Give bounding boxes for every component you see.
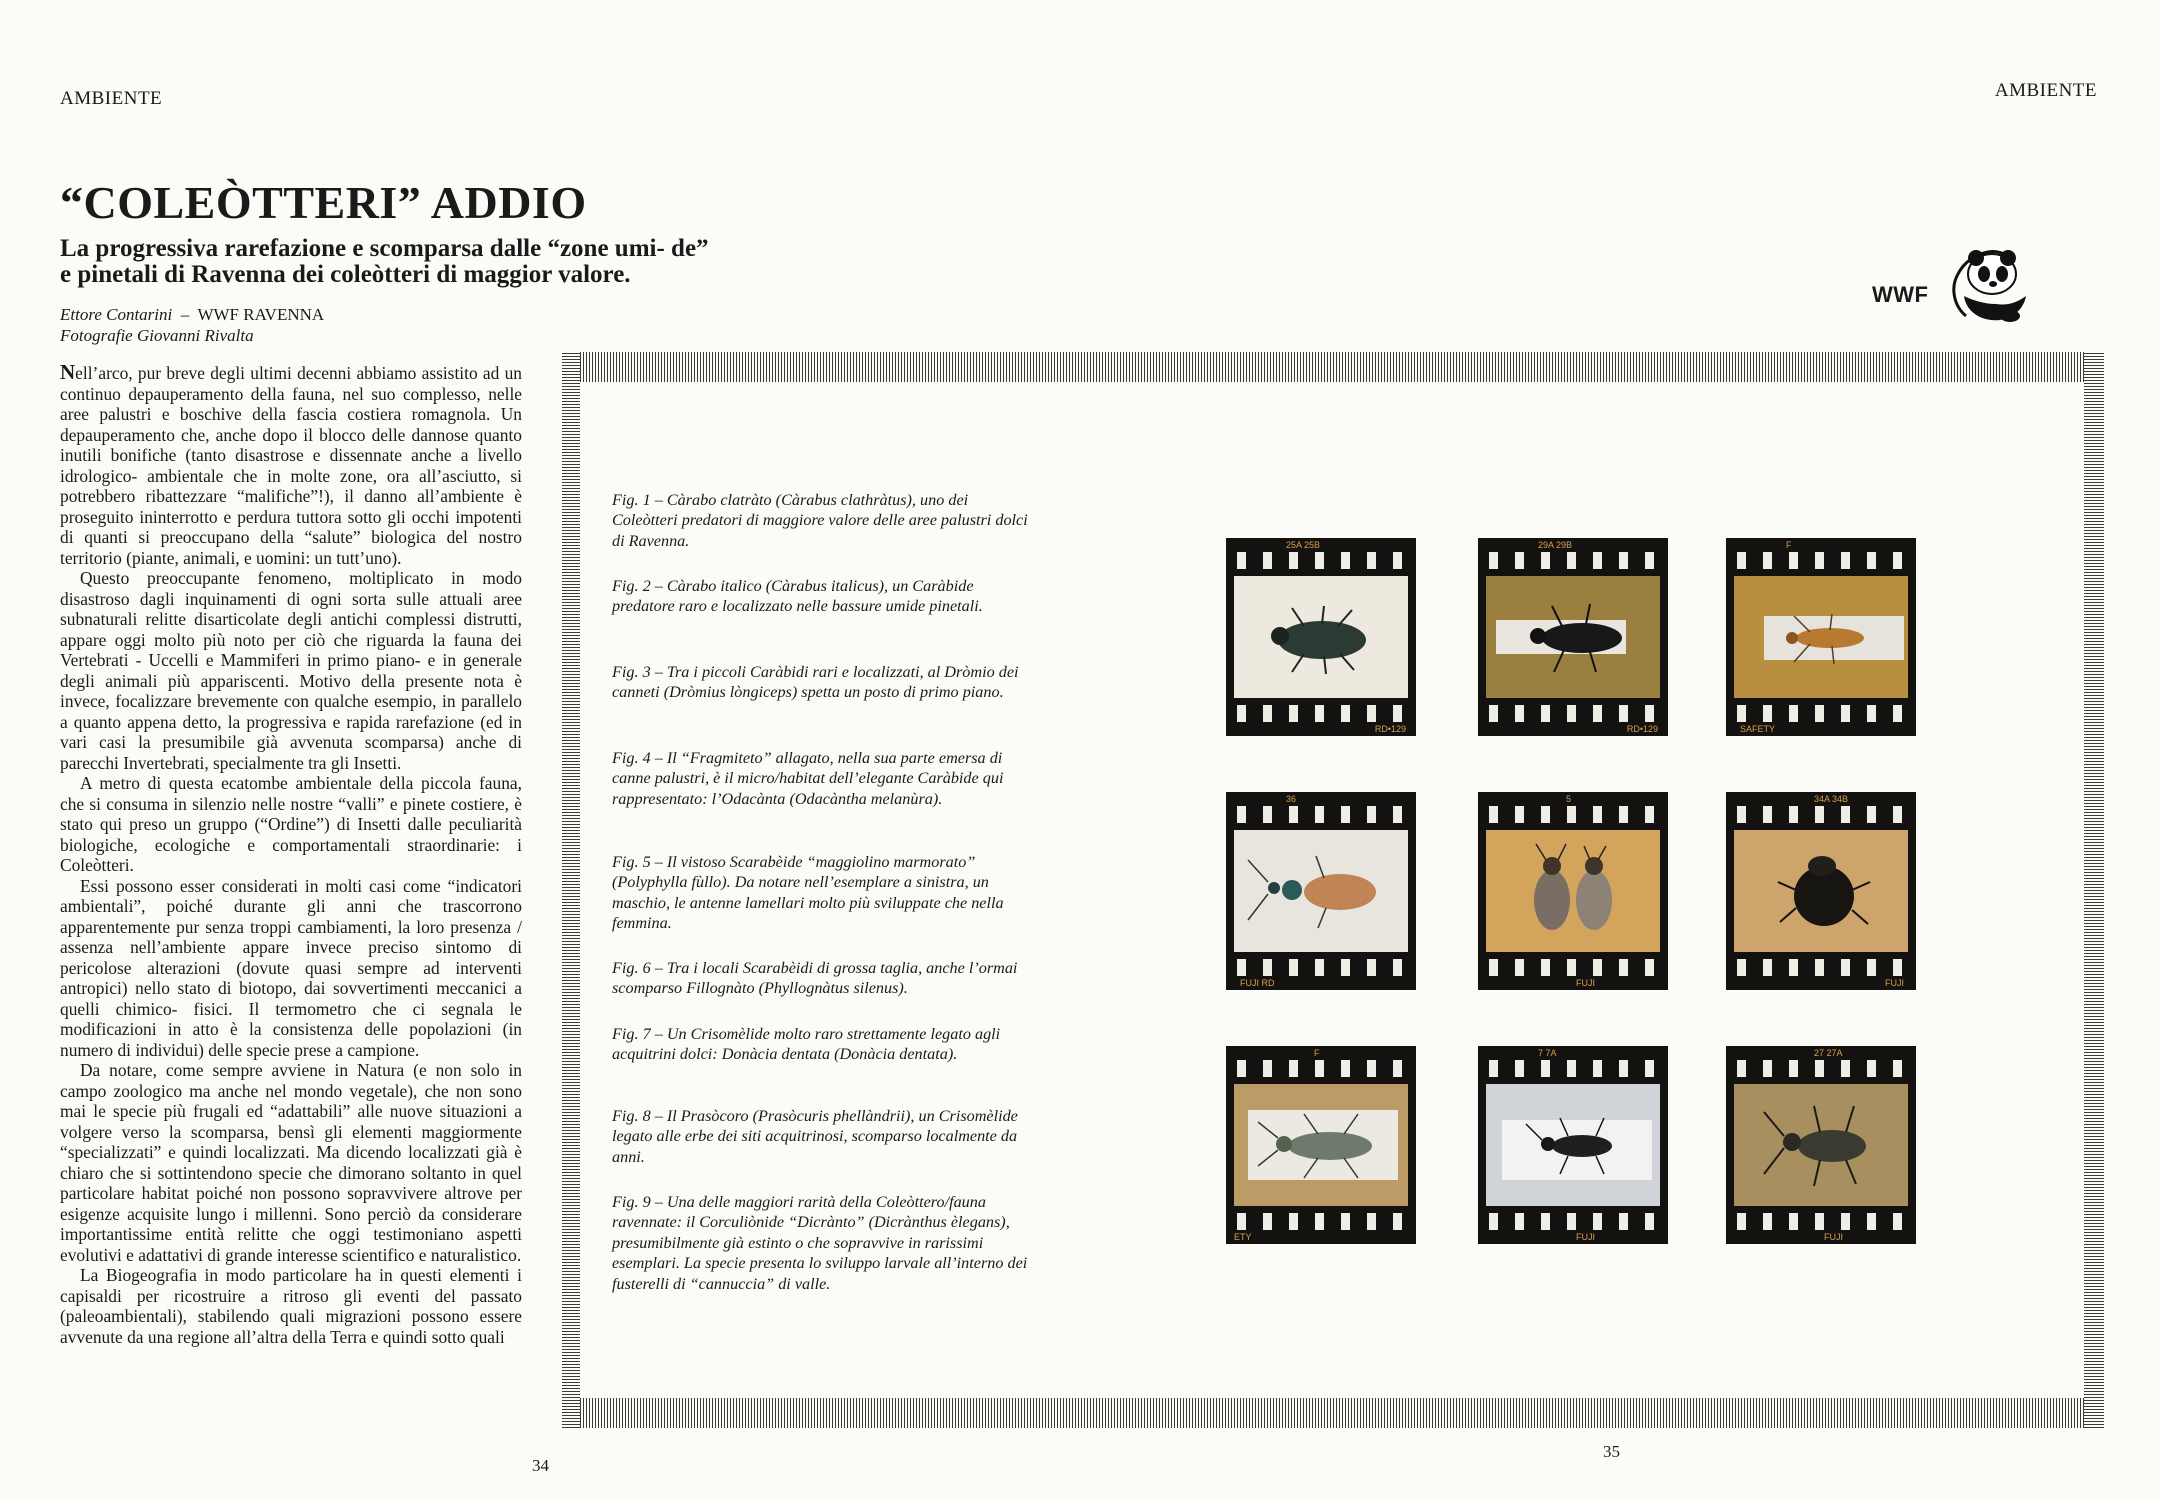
beetle-photo <box>1486 1084 1660 1206</box>
film-edge-mark: SAFETY <box>1740 724 1776 734</box>
dropcap: N <box>60 360 76 384</box>
film-frame-fig-7 <box>1226 1046 1416 1244</box>
film-frame-fig-8 <box>1478 1046 1668 1244</box>
film-sprockets <box>1484 705 1662 722</box>
author: Ettore Contarini <box>60 305 173 324</box>
beetle-photo <box>1486 576 1660 698</box>
beetle-photo <box>1734 830 1908 952</box>
section-label-left: AMBIENTE <box>60 88 163 109</box>
film-edge-mark: ETY <box>1234 1232 1252 1242</box>
caption-fig-7: Fig. 7 – Un Crisomèlide molto raro strettamente legato agli acquitrini dolci: Donàcia dentata (Donàcia dentata). <box>612 1025 1001 1064</box>
film-frame-fig-2 <box>1478 538 1668 736</box>
film-sprockets <box>1232 959 1410 976</box>
beetle-photo <box>1734 1084 1908 1206</box>
beetle-photo <box>1486 830 1660 952</box>
page-number-left: 34 <box>532 1456 549 1475</box>
film-edge-mark: RD•129 <box>1374 724 1406 734</box>
caption-fig-8: Fig. 8 – Il Prasòcoro (Prasòcuris phellàndrii), un Crisomèlide legato alle erbe dei siti acquitrinosi, scomparso localmente da anni. <box>612 1107 1018 1166</box>
panda-icon <box>1936 236 2036 326</box>
beetle-photo <box>1234 830 1408 952</box>
film-edge-mark: 36 <box>1286 794 1297 804</box>
film-sprockets <box>1732 806 1910 823</box>
film-frame-fig-4 <box>1226 792 1416 990</box>
film-frame-fig-3 <box>1726 538 1916 736</box>
film-edge-mark: 7 7A <box>1538 1048 1557 1058</box>
article-title: “COLEÒTTERI” ADDIO <box>60 177 587 228</box>
film-sprockets <box>1232 1060 1410 1077</box>
caption-fig-2: Fig. 2 – Càrabo italico (Càrabus italicus), un Caràbide predatore raro e localizzato nelle bassure umide pinetali. <box>612 577 983 616</box>
film-sprockets <box>1732 1060 1910 1077</box>
film-edge-mark: 25A 25B <box>1286 540 1321 550</box>
beetle-photo <box>1734 576 1908 698</box>
caption-fig-9: Fig. 9 – Una delle maggiori rarità della Coleòttero/fauna ravennate: il Corculiònide “Dicrànto” (Dicrànthus èlegans), presumibilmente già estinto o che sopravvive in rarissimi esemplari. La specie presenta lo sviluppo larvale all’interno dei fusterelli di “cannuccia” di valle. <box>612 1193 1028 1293</box>
film-edge-mark: 29A 29B <box>1538 540 1573 550</box>
photo-credit: Fotografie Giovanni Rivalta <box>60 326 254 345</box>
film-sprockets <box>1732 705 1910 722</box>
film-sprockets <box>1732 959 1910 976</box>
article-body <box>60 362 522 1347</box>
frame-border-right <box>2084 352 2104 1428</box>
film-edge-mark: FUJI <box>1885 978 1904 988</box>
page-number-right: 35 <box>1603 1442 1620 1461</box>
film-edge-mark: F <box>1786 540 1792 550</box>
film-frame-fig-9 <box>1726 1046 1916 1244</box>
film-edge-mark: F <box>1314 1048 1320 1058</box>
article-subtitle: La progressiva rarefazione e scomparsa dalle “zone umi- de” e pinetali di Ravenna dei coleòtteri di maggior valore. <box>60 235 709 288</box>
film-sprockets <box>1484 959 1662 976</box>
caption-fig-6: Fig. 6 – Tra i locali Scarabèidi di grossa taglia, anche l’ormai scomparso Fillognàto (Phyllognàtus silenus). <box>612 959 1018 998</box>
wwf-logo-text: WWF <box>1872 282 1929 307</box>
film-edge-mark: 34A 34B <box>1814 794 1849 804</box>
paragraph-text: ell’arco, pur breve degli ultimi decenni abbiamo assistito ad un continuo depauperamento della fauna, nel suo complesso, nelle aree palustri e boschive della fascia costiera romagnola. Un depauperamento che, anche dopo il blocco delle dannose quanto inutili bonifiche (tanto disastrose e dissennate anche a livello idrologico- ambientale che in molte zone, ora all’asciutto, si potrebbero ribattezzare “malifiche”!), il danno all’ambiente è proseguito ininterrotto e perdura tuttora sotto gli occhi impotenti di quanti si preoccupano della “salute” biologica del nostro territorio (piante, animali, e uomini: un tutt’uno). <box>60 363 522 568</box>
frame-border-left <box>562 352 580 1428</box>
frame-border-top <box>562 352 2104 382</box>
film-sprockets <box>1484 1213 1662 1230</box>
film-edge-mark: FUJI RD <box>1240 978 1275 988</box>
beetle-photo <box>1234 576 1408 698</box>
wwf-logo <box>1872 236 2042 326</box>
film-sprockets <box>1484 806 1662 823</box>
paragraph <box>60 362 522 568</box>
film-edge-mark: FUJI <box>1576 1232 1595 1242</box>
film-sprockets <box>1732 552 1910 569</box>
frame-border-bottom <box>562 1398 2104 1428</box>
caption-fig-5: Fig. 5 – Il vistoso Scarabèide “maggiolino marmorato” (Polyphylla fùllo). Da notare nell’esemplare a sinistra, un maschio, le antenne lamellari molto più sviluppate che nella femmina. <box>612 853 1004 933</box>
film-sprockets <box>1232 1213 1410 1230</box>
paragraph: Questo preoccupante fenomeno, moltiplicato in modo disastroso dagli inquinamenti di ogni sorta sulle attuali aree subnaturali relitte disarticolate degli antichi complessi distrutti, appare oggi molto più noto per ciò che riguarda la fauna dei Vertebrati - Uccelli e Mammiferi in primo piano- e in generale degli animali più appariscenti. Motivo della presente nota è invece, focalizzare brevemente con qualche esempio, in parallelo a quanto appena detto, la progressiva e rapida rarefazione (ed in vari casi la presumibile già avvenuta scomparsa) anche di parecchi Invertebrati, specialmente tra gli Insetti. <box>60 568 522 773</box>
film-edge-mark: 27 27A <box>1814 1048 1843 1058</box>
film-sprockets <box>1484 552 1662 569</box>
film-sprockets <box>1232 806 1410 823</box>
paragraph: La Biogeografia in modo particolare ha in questi elementi i capisaldi per ricostruire a ritroso gli eventi del passato (paleoambientali), stabilendo quali migrazioni possono essere avvenute da una regione all’altra della Terra e quindi sotto quali <box>60 1265 522 1347</box>
film-frame-fig-6 <box>1726 792 1916 990</box>
film-sprockets <box>1232 705 1410 722</box>
organization: WWF RAVENNA <box>197 305 325 324</box>
beetle-photo <box>1234 1084 1408 1206</box>
film-sprockets <box>1484 1060 1662 1077</box>
byline: Ettore Contarini – WWF RAVENNA Fotografie Giovanni Rivalta <box>60 305 325 345</box>
film-edge-mark: RD•129 <box>1626 724 1658 734</box>
film-edge-mark: FUJI <box>1824 1232 1843 1242</box>
film-sprockets <box>1232 552 1410 569</box>
film-sprockets <box>1732 1213 1910 1230</box>
paragraph: Essi possono esser considerati in molti casi come “indicatori ambientali”, poiché durante gli anni che trascorrono apparentemente pur senza troppi cambiamenti, la loro presenza / assenza nell’ambiente appare invece preciso sintomo di pericolose alterazioni (dovute quasi sempre ad interventi antropici) nello stato di biotopo, dai sovvertimenti meccanici a quelli chimico- fisici. Il termometro che ci segnala le modificazioni in atto è la consistenza delle popolazioni (in numero di individui) delle specie prese a campione. <box>60 875 522 1060</box>
film-edge-mark: FUJI <box>1576 978 1595 988</box>
film-frame-fig-1 <box>1226 538 1416 736</box>
caption-fig-3: Fig. 3 – Tra i piccoli Caràbidi rari e localizzati, al Dròmio dei canneti (Dròmius lòngiceps) spetta un posto di primo piano. <box>612 663 1019 702</box>
section-label-right: AMBIENTE <box>1994 80 2097 101</box>
film-edge-mark: 5 <box>1566 794 1572 804</box>
caption-fig-1: Fig. 1 – Càrabo clatràto (Càrabus clathràtus), uno dei Coleòtteri predatori di maggiore valore delle aree palustri dolci di Ravenna. <box>612 491 1028 550</box>
film-frame-fig-5 <box>1478 792 1668 990</box>
paragraph: A metro di questa ecatombe ambientale della piccola fauna, che si consuma in silenzio nelle nostre “valli” e pinete costiere, è stato qui preso un gruppo (“Ordine”) di Insetti dalle peculiarità biologiche, ecologiche e comportamentali straordinarie: i Coleòtteri. <box>60 773 522 875</box>
paragraph: Da notare, come sempre avviene in Natura (e non solo in campo zoologico ma anche nel mondo vegetale), che non sono mai le specie più frugali ed “adattabili” alle nuove situazioni a volgere verso la scomparsa, bensì gli elementi maggiormente “specializzati” e quindi localizzati. Ma dicendo localizzati già è chiaro che si sottintendono specie che dimorano soltanto in quel particolare habitat poiché non possono sopravvivere altrove per esigenze acquisite lungo i millenni. Sono perciò da considerare importantissime entità relitte che oggi testimoniano aspetti evolutivi e adattativi di grande interesse scientifico e naturalistico. <box>60 1060 522 1265</box>
caption-fig-4: Fig. 4 – Il “Fragmiteto” allagato, nella sua parte emersa di canne palustri, è il micro/habitat dell’elegante Caràbide qui rappresentato: l’Odacànta (Odacàntha melanùra). <box>612 749 1004 808</box>
